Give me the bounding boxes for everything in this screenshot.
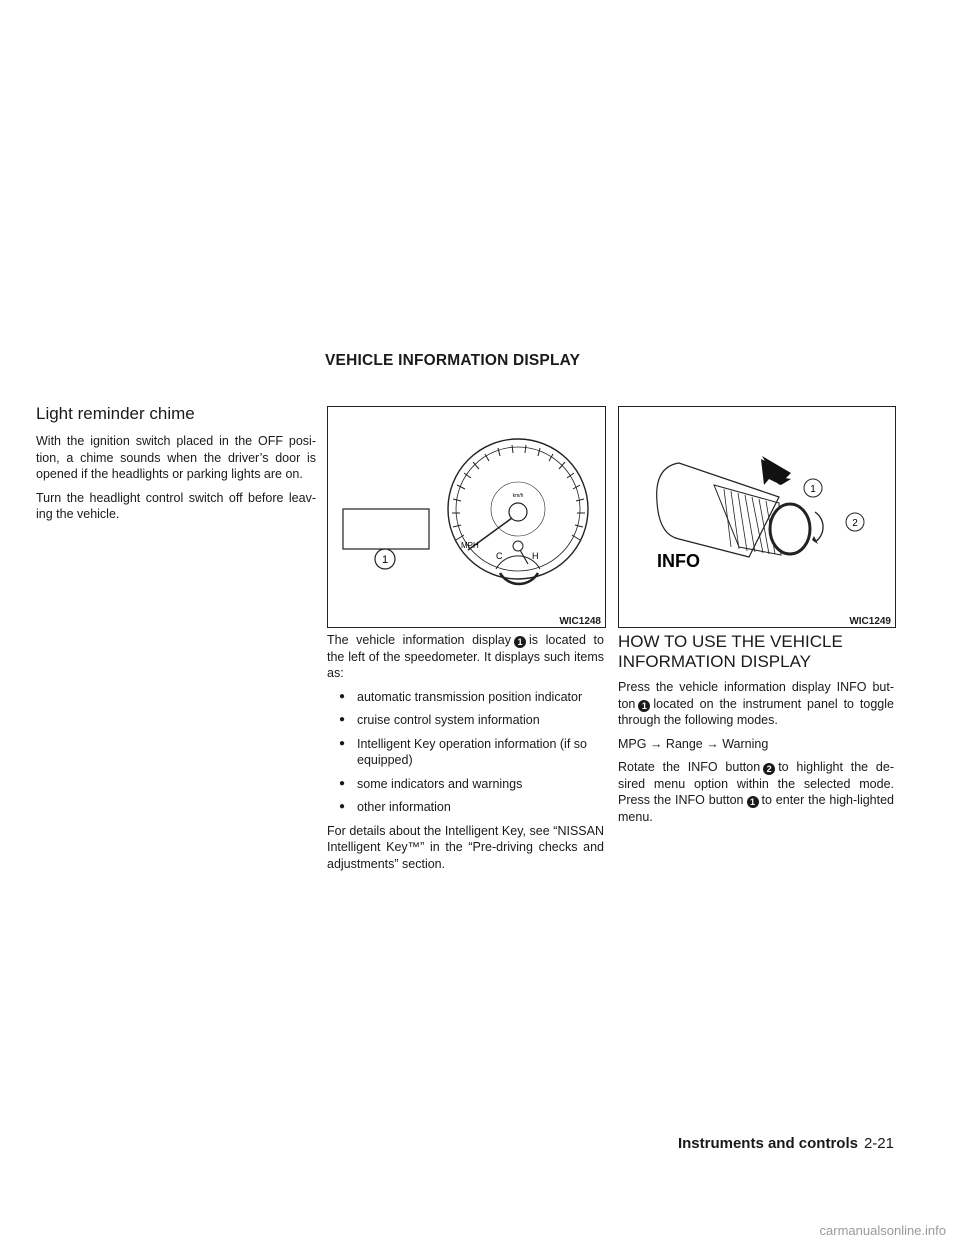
callout-1: 1 xyxy=(514,636,526,648)
list-item: ● cruise control system information xyxy=(327,712,604,729)
list-item: ● some indicators and warnings xyxy=(327,776,604,793)
footer-section: Instruments and controls xyxy=(677,1135,858,1152)
paragraph: Rotate the INFO button 2 to highlight the de-sired menu option within the selected mode. Press the INFO button 1 to enter the high-lighted menu. xyxy=(618,760,895,824)
callout-2: 2 xyxy=(852,518,858,529)
callout-1: 1 xyxy=(810,484,816,495)
temp-cold-label: C xyxy=(496,551,503,561)
column-how-to-use xyxy=(618,632,894,832)
closing-paragraph: For details about the Intelligent Key, see “NISSAN Intelligent Key™” in the “Pre-driving checks and adjustments” section. xyxy=(327,823,604,871)
figure-code: WIC1248 xyxy=(559,616,601,627)
section-title: VEHICLE INFORMATION DISPLAY xyxy=(325,352,581,369)
kmh-label: km/h xyxy=(512,493,524,499)
mph-label: MPH xyxy=(461,541,479,550)
intro-paragraph: The vehicle information display 1 is located to the left of the speedometer. It displays such items as: xyxy=(327,633,604,680)
paragraph: Turn the headlight control switch off before leav-ing the vehicle. xyxy=(36,490,316,521)
display-items-list xyxy=(327,689,604,816)
info-button-illustration xyxy=(619,407,895,627)
modes-line: MPG → Range → Warning xyxy=(618,736,769,751)
figure-code: WIC1249 xyxy=(849,616,891,627)
list-item: ● automatic transmission position indicator xyxy=(327,689,604,706)
info-label: INFO xyxy=(657,551,700,571)
heading-how-to-use: HOW TO USE THE VEHICLE INFORMATION DISPLAY xyxy=(618,632,843,671)
callout-1: 1 xyxy=(638,700,650,712)
callout-1: 1 xyxy=(381,554,389,566)
callout-2: 2 xyxy=(763,763,775,775)
list-item: ● other information xyxy=(327,799,604,816)
watermark: carmanualsonline.info xyxy=(819,1223,946,1238)
column-light-reminder xyxy=(36,404,316,530)
paragraph: With the ignition switch placed in the OFF posi-tion, a chime sounds when the driver’s door is opened if the headlights or parking lights are on. xyxy=(36,434,316,481)
list-item: ● Intelligent Key operation information (if so equipped) xyxy=(327,736,604,769)
speedometer-illustration xyxy=(328,407,605,627)
page-number: 2-21 xyxy=(863,1135,894,1152)
figure-speedometer xyxy=(327,406,606,628)
figure-info-button xyxy=(618,406,896,628)
heading-light-reminder: Light reminder chime xyxy=(36,404,195,423)
temp-hot-label: H xyxy=(532,551,539,561)
paragraph: Press the vehicle information display INFO but-ton 1 located on the instrument panel to toggle through the following modes. xyxy=(618,680,894,727)
column-display-items xyxy=(327,632,604,879)
callout-1: 1 xyxy=(747,796,759,808)
page-footer xyxy=(678,1135,894,1152)
